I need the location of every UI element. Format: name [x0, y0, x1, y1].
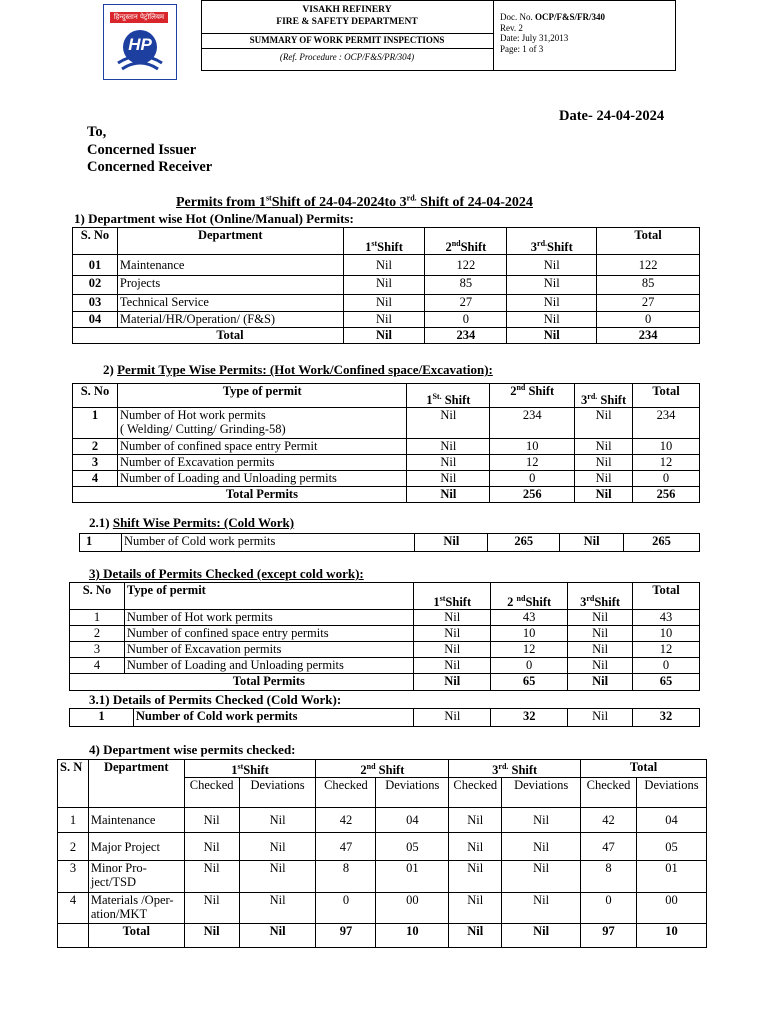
table-row: 1 Maintenance Nil Nil 42 04 Nil Nil 42 04 — [58, 808, 707, 833]
header-ref: (Ref. Procedure : OCP/F&S/PR/304) — [279, 52, 415, 62]
header-org: VISAKH REFINERY — [302, 5, 392, 15]
table-row: 3 Number of Excavation permits Nil 12 Nil 12 — [70, 642, 700, 658]
table-row: 4 Materials /Oper- ation/MKT Nil Nil 0 00 Nil Nil 0 00 — [58, 893, 707, 924]
table-row: 02 Projects Nil 85 Nil 85 — [73, 276, 700, 295]
section-4-title: 4) Department wise permits checked: — [89, 742, 296, 757]
table-row: 1 Number of Hot work permits Nil 43 Nil 43 — [70, 610, 700, 626]
header-rule-2 — [201, 48, 493, 49]
permits-checked-table — [69, 582, 700, 691]
cold-checked-table — [69, 708, 700, 727]
dept-checked-table — [57, 759, 707, 948]
dept-hot-permits-table — [72, 227, 700, 344]
section-3-1-title: 3.1) Details of Permits Checked (Cold Work): — [89, 692, 342, 707]
address-receiver: Concerned Receiver — [87, 159, 213, 175]
table-row: 2 Number of confined space entry Permit Nil 10 Nil 10 — [73, 439, 700, 455]
col-total: Total — [597, 228, 700, 255]
doc-page: Page: 1 of 3 — [500, 43, 544, 54]
logo-hindi-banner: हिन्दुस्तान पेट्रोलियम — [110, 12, 168, 23]
doc-date: Date: July 31,2013 — [500, 33, 569, 43]
cold-work-table — [79, 533, 700, 552]
col-shift3: $3^{rd.}Shift$ — [507, 228, 597, 255]
total-row: Total Permits Nil 65 Nil 65 — [70, 674, 700, 691]
table-header: S. No Type of permit $1^{St.}$ Shift 2nd Shift $3^{rd.}$ Shift Total — [73, 384, 700, 408]
company-logo — [103, 4, 177, 80]
section-2-1-title: 2.1) Shift Wise Permits: (Cold Work) — [89, 515, 295, 530]
table-row: 01 Maintenance Nil 122 Nil 122 — [73, 255, 700, 276]
table-row: 2 Major Project Nil Nil 47 05 Nil Nil 47 05 — [58, 833, 707, 861]
page-title: Permits from 1stShift of 24-04-2024to $3^{rd.}$ Shift of 24-04-2024 — [176, 193, 533, 210]
address-to: To, — [87, 124, 107, 140]
section-1-title: 1) Department wise Hot (Online/Manual) Permits: — [74, 211, 354, 226]
header-rule-1 — [201, 33, 493, 34]
table-row: 1 Number of Hot work permits ( Welding/ Cutting/ Grinding-58) Nil 234 Nil 234 — [73, 408, 700, 439]
logo-text: HP — [128, 35, 152, 54]
table-row: 3 Minor Pro- ject/TSD Nil Nil 8 01 Nil Nil 8 01 — [58, 861, 707, 893]
table-header: S. N Department 1stShift 2nd Shift $3^{rd.}$ Shift Total — [58, 760, 707, 778]
table-row: 4 Number of Loading and Unloading permits Nil 0 Nil 0 — [70, 658, 700, 674]
doc-number: Doc. No. OCP/F&S/FR/340 — [500, 12, 605, 22]
section-2-title: 2) Permit Type Wise Permits: (Hot Work/Confined space/Excavation): — [103, 362, 493, 377]
col-sno: S. No — [73, 228, 118, 255]
table-row: 2 Number of confined space entry permits Nil 10 Nil 10 — [70, 626, 700, 642]
total-row: Total Nil Nil 97 10 Nil Nil 97 10 — [58, 924, 707, 948]
header-divider — [493, 0, 494, 70]
report-date: Date- 24-04-2024 — [559, 108, 665, 124]
col-dept: Department — [117, 228, 343, 255]
total-row: Total Permits Nil 256 Nil 256 — [73, 487, 700, 503]
table-row: 04 Material/HR/Operation/ (F&S) Nil 0 Nil 0 — [73, 312, 700, 328]
section-3-title: 3) Details of Permits Checked (except cold work): — [89, 566, 364, 581]
table-row: 4 Number of Loading and Unloading permits Nil 0 Nil 0 — [73, 471, 700, 487]
table-row: 3 Number of Excavation permits Nil 12 Nil 12 — [73, 455, 700, 471]
table-row: 1 Number of Cold work permits Nil 32 Nil 32 — [70, 709, 700, 727]
table-row: 1 Number of Cold work permits Nil 265 Nil 265 — [80, 534, 700, 552]
address-issuer: Concerned Issuer — [87, 142, 197, 158]
header-title: SUMMARY OF WORK PERMIT INSPECTIONS — [249, 35, 445, 45]
table-subheader: Checked Deviations Checked Deviations Checked Deviations Checked Deviations — [58, 778, 707, 808]
table-header — [73, 228, 700, 255]
col-shift2: 2ndShift — [425, 228, 507, 255]
table-row: 03 Technical Service Nil 27 Nil 27 — [73, 295, 700, 312]
doc-revision: Rev. 2 — [500, 22, 523, 33]
doc-info — [500, 12, 670, 54]
permit-type-table — [72, 383, 700, 503]
col-shift1: 1stShift — [343, 228, 425, 255]
header-dept: FIRE & SAFETY DEPARTMENT — [276, 17, 418, 27]
total-row: Total Nil 234 Nil 234 — [73, 328, 700, 344]
table-header: S. No Type of permit 1stShift 2 $^{nd}$Shift 3rdShift Total — [70, 583, 700, 610]
